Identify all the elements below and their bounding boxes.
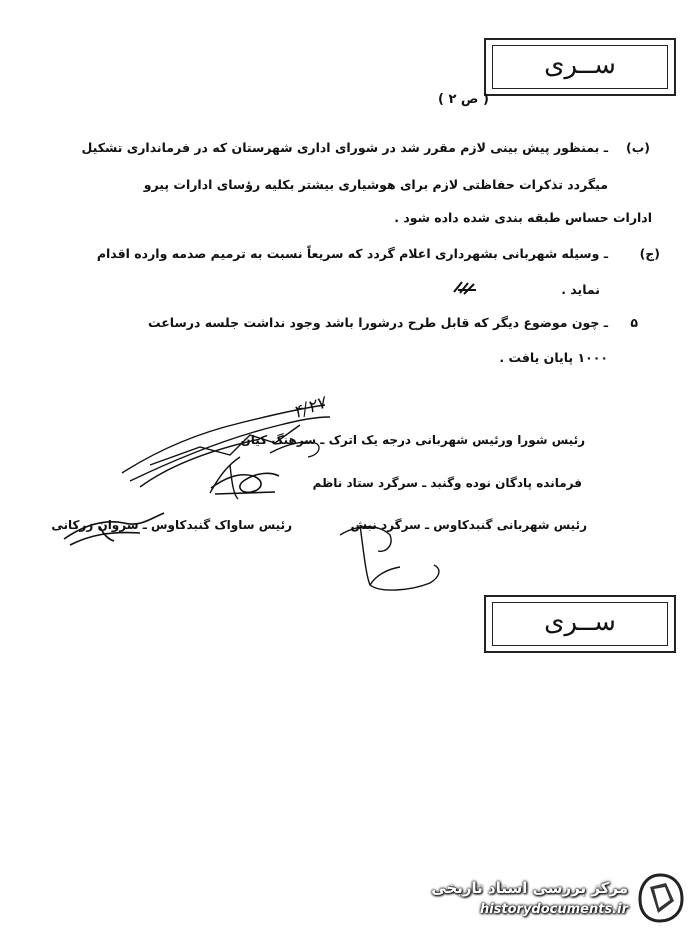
signature-line-3-right: رئیس شهربانی گنبدکاوس ـ سرگرد نبش [350, 518, 587, 532]
paragraph-j-marker: (ج) [639, 246, 660, 261]
logo-text-persian: مرکز بررسی اسناد تاریخی [431, 879, 628, 897]
scroll-document-icon [634, 871, 686, 925]
paragraph-5-line-1: ـ چون موضوع دیگر که قابل طرح درشورا باشد وجود نداشت جلسه درساعت [148, 315, 608, 330]
stamp-text: ســری [544, 607, 616, 637]
bottom-secret-stamp [484, 595, 676, 653]
paragraph-j-line-2: نماید . [561, 282, 600, 297]
paragraph-b-line-2: میگردد تذکرات حفاظتی لازم برای هوشیاری بیشتر بکلیه رؤسای ادارات پیرو [143, 177, 608, 192]
top-secret-stamp [484, 38, 676, 96]
stamp-text: ســری [544, 50, 616, 80]
paragraph-b-marker: (ب) [626, 140, 650, 155]
signature-scribble-nabsh [330, 505, 450, 595]
paragraph-5-line-2: ۱۰۰۰ پایان یافت . [499, 350, 608, 365]
handwritten-check-mark [452, 280, 480, 296]
signature-scribble-nazem [205, 462, 285, 502]
signature-scribble-zarkani [60, 505, 170, 550]
page-number: ( ص ۲ ) [438, 92, 489, 107]
paragraph-b-line-3: ادارات حساس طبقه بندی شده داده شود . [394, 210, 652, 225]
signature-line-3-left: رئیس ساواک گنبدکاوس ـ سروان زرکانی [51, 518, 292, 532]
handwritten-number: ۴/۲۷ [290, 392, 329, 424]
logo-text-english: historydocuments.ir [479, 902, 628, 917]
history-documents-logo [420, 865, 690, 930]
signature-line-1: رئیس شورا ورئیس شهربانی درجه یک اترک ـ سرهنگ کیان [240, 433, 585, 447]
paragraph-5-marker: ۵ [630, 315, 638, 330]
paragraph-j-line-1: ـ وسیله شهربانی بشهرداری اعلام گردد که سریعاً نسبت به ترمیم صدمه وارده اقدام [96, 246, 608, 261]
paragraph-b-line-1: ـ بمنظور پیش بینی لازم مقرر شد در شورای اداری شهرستان که در فرمانداری تشکیل [81, 140, 608, 155]
signature-line-2: فرمانده پادگان نوده وگنبد ـ سرگرد ستاد ناظم [312, 476, 582, 490]
